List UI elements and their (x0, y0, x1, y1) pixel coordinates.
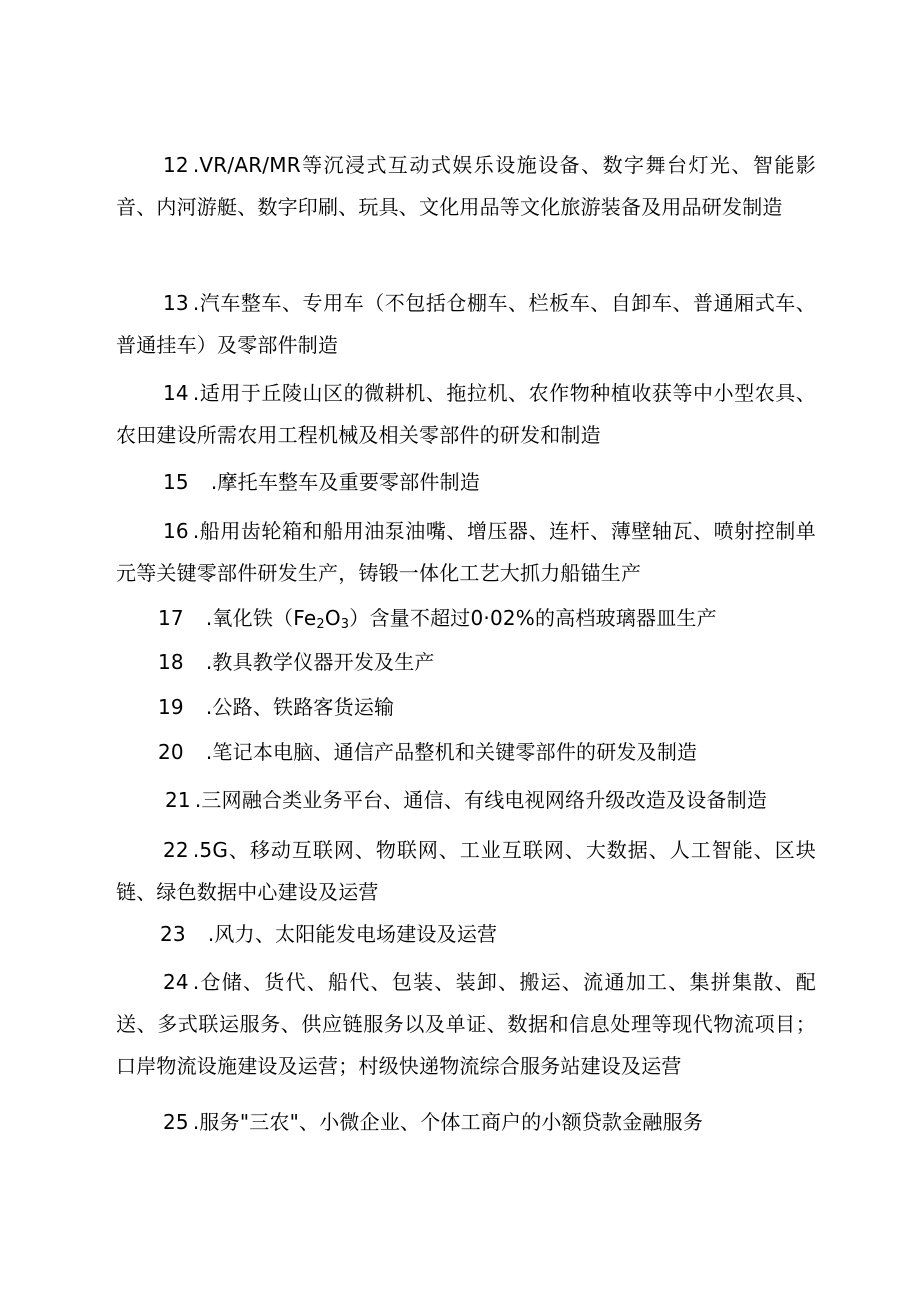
list-item-22 (116, 829, 816, 913)
item-text: .笔记本电脑、通信产品整机和关键零部件的研发及制造 (205, 740, 698, 764)
list-item-17 (116, 597, 816, 639)
item-number: 18 (158, 650, 184, 674)
item-text-after: ）含量不超过0·02%的高档玻璃器皿生产 (349, 606, 717, 630)
item-text: .服务"三农"、小微企业、个体工商户的小额贷款金融服务 (192, 1110, 704, 1134)
item-number: 14 (163, 381, 189, 405)
item-number: 23 (160, 922, 186, 946)
list-item-18 (116, 641, 816, 683)
list-item-25 (116, 1101, 816, 1143)
list-item-15 (116, 461, 816, 503)
list-item-13 (116, 282, 816, 366)
item-text: .船用齿轮箱和船用油泵油嘴、增压器、连杆、薄壁轴瓦、喷射控制单元等关键零部件研发生产，铸锻一体化工艺大抓力船锚生产 (116, 519, 816, 585)
item-text: .汽车整车、专用车（不包括仓棚车、栏板车、自卸车、普通厢式车、普通挂车）及零部件制造 (116, 291, 816, 357)
list-item-23 (116, 913, 816, 955)
list-item-12 (116, 144, 816, 228)
item-number: 25 (163, 1110, 189, 1134)
list-item-20 (116, 731, 816, 773)
item-text: .风力、太阳能发电场建设及运营 (207, 922, 498, 946)
item-text-before: .氧化铁（Fe (205, 606, 317, 630)
item-text: .VR/AR/MR等沉浸式互动式娱乐设施设备、数字舞台灯光、智能影音、内河游艇、数字印刷、玩具、文化用品等文化旅游装备及用品研发制造 (116, 153, 816, 219)
item-text: .教具教学仪器开发及生产 (205, 650, 435, 674)
subscript-2: 2 (316, 617, 325, 632)
subscript-3: 3 (340, 617, 350, 632)
list-item-19 (116, 686, 816, 728)
item-number: 19 (158, 695, 184, 719)
item-text: .仓储、货代、船代、包装、装卸、搬运、流通加工、集拼集散、配送、多式联运服务、供应链服务以及单证、数据和信息处理等现代物流项目；口岸物流设施建设及运营；村级快递物流综合服务站建设及运营 (116, 970, 816, 1078)
item-number: 21 (165, 788, 191, 812)
item-number: 13 (163, 291, 189, 315)
list-item-21 (116, 779, 816, 821)
item-number: 17 (158, 606, 184, 630)
item-text: .公路、铁路客货运输 (205, 695, 395, 719)
list-item-14 (116, 372, 816, 456)
item-text-mid: O (324, 606, 341, 630)
item-number: 24 (163, 970, 189, 994)
item-text: .5G、移动互联网、物联网、工业互联网、大数据、人工智能、区块链、绿色数据中心建设及运营 (116, 838, 816, 904)
item-text: .适用于丘陵山区的微耕机、拖拉机、农作物种植收获等中小型农具、农田建设所需农用工程机械及相关零部件的研发和制造 (116, 381, 816, 447)
item-text: .摩托车整车及重要零部件制造 (210, 470, 481, 494)
item-text: .三网融合类业务平台、通信、有线电视网络升级改造及设备制造 (194, 788, 768, 812)
item-number: 12 (163, 153, 189, 177)
list-item-16 (116, 510, 816, 594)
item-number: 16 (163, 519, 189, 543)
item-number: 15 (163, 470, 189, 494)
item-number: 22 (163, 838, 189, 862)
list-item-24 (116, 961, 816, 1087)
item-number: 20 (158, 740, 184, 764)
